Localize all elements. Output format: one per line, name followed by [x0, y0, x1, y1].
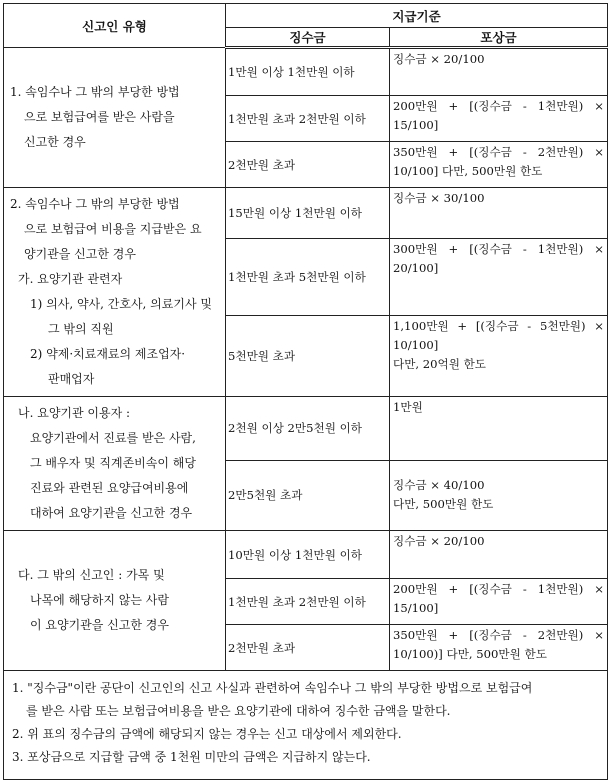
collected-range: 1천만원 초과 2천만원 이하: [226, 96, 390, 142]
note-1: 1. "징수금"이란 공단이 신고인의 신고 사실과 관련하여 속임수나 그 밖의 부당한 방법으로 보험급여: [12, 681, 533, 695]
collected-range: 2천만원 초과: [226, 142, 390, 188]
collected-range: 2천원 이상 2만5천원 이하: [226, 397, 390, 461]
reporter-type-cell: [4, 48, 226, 188]
reward-formula: 350만원 + [(징수금 - 2천만원) × 10/100)] 다만, 500만원 한도: [390, 625, 608, 671]
type-text: 2) 약제·치료재료의 제조업자·: [30, 347, 186, 361]
type-text: 으로 보험급여 비용을 지급받은 요: [24, 222, 202, 236]
reward-formula: 징수금 × 20/100: [390, 48, 608, 96]
reporter-type-cell: [4, 188, 226, 397]
type-text: 요양기관에서 진료를 받은 사람,: [30, 431, 196, 445]
collected-range: 5천만원 초과: [226, 315, 390, 396]
collected-range: 15만원 이상 1천만원 이하: [226, 188, 390, 239]
header-payment-criteria: 지급기준: [226, 4, 608, 28]
type-text: 1) 의사, 약사, 간호사, 의료기사 및: [30, 297, 212, 311]
header-reward-amount: 포상금: [390, 28, 608, 48]
type-text: 1. 속임수나 그 밖의 부당한 방법: [10, 85, 180, 99]
type-text: 2. 속임수나 그 밖의 부당한 방법: [10, 197, 180, 211]
type-text: 대하여 요양기관을 신고한 경우: [30, 506, 193, 520]
note-1-continued: 를 받은 사람 또는 보험급여비용을 받은 요양기관에 대하여 징수한 금액을 말한다.: [26, 704, 451, 718]
type-subheading: 나. 요양기관 이용자 :: [18, 406, 131, 420]
header-collected-amount: 징수금: [226, 28, 390, 48]
table-row: [4, 397, 608, 461]
note-3: 3. 포상금으로 지급할 금액 중 1천원 미만의 금액은 지급하지 않는다.: [12, 750, 371, 764]
type-text: 진료와 관련된 요양급여비용에: [30, 481, 189, 495]
reward-formula: 300만원 + [(징수금 - 1천만원) × 20/100]: [390, 239, 608, 316]
reporter-type-cell: [4, 397, 226, 531]
type-subheading: 다. 그 밖의 신고인 : 가목 및: [18, 568, 165, 582]
reward-formula: 1,100만원 + [(징수금 - 5천만원) × 10/100] 다만, 20억원 한도: [390, 315, 608, 396]
notes-row: [4, 671, 608, 780]
reward-formula: 징수금 × 20/100: [390, 531, 608, 579]
collected-range: 1천만원 초과 2천만원 이하: [226, 579, 390, 625]
reward-formula: 징수금 × 40/100 다만, 500만원 한도: [390, 460, 608, 530]
type-text: 그 배우자 및 직계존비속이 해당: [30, 456, 196, 470]
header-reporter-type: 신고인 유형: [4, 4, 226, 48]
collected-range: 10만원 이상 1천만원 이하: [226, 531, 390, 579]
table-row: [4, 48, 608, 96]
reward-formula: 징수금 × 30/100: [390, 188, 608, 239]
reward-formula: 1만원: [390, 397, 608, 461]
collected-range: 1천만원 초과 5천만원 이하: [226, 239, 390, 316]
note-2: 2. 위 표의 징수금의 금액에 해당되지 않는 경우는 신고 대상에서 제외한다.: [12, 727, 402, 741]
reward-criteria-table: [3, 3, 608, 780]
type-text: 판매업자: [48, 372, 95, 386]
table-row: [4, 188, 608, 239]
collected-range: 1만원 이상 1천만원 이하: [226, 48, 390, 96]
type-text: 신고한 경우: [24, 135, 86, 149]
type-subheading: 가. 요양기관 관련자: [18, 272, 123, 286]
reward-formula: 200만원 + [(징수금 - 1천만원) × 15/100]: [390, 579, 608, 625]
type-text: 으로 보험급여를 받은 사람을: [24, 110, 175, 124]
collected-range: 2만5천원 초과: [226, 460, 390, 530]
reward-criteria-document: [3, 3, 607, 780]
collected-range: 2천만원 초과: [226, 625, 390, 671]
table-row: [4, 531, 608, 579]
type-text: 양기관을 신고한 경우: [24, 247, 136, 261]
reward-formula: 350만원 + [(징수금 - 2천만원) × 10/100] 다만, 500만원 한도: [390, 142, 608, 188]
type-text: 이 요양기관을 신고한 경우: [30, 618, 169, 632]
reporter-type-cell: [4, 531, 226, 671]
type-text: 나목에 해당하지 않는 사람: [30, 593, 169, 607]
notes-cell: [4, 671, 608, 780]
type-text: 그 밖의 직원: [48, 322, 114, 336]
reward-formula: 200만원 + [(징수금 - 1천만원) × 15/100]: [390, 96, 608, 142]
